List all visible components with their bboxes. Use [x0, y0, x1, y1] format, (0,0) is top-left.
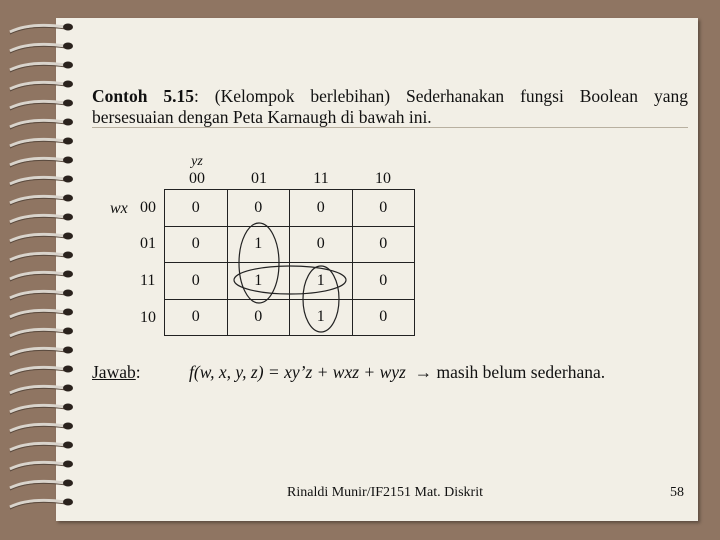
column-variable-label: yz [191, 154, 203, 169]
answer-formula-line [189, 362, 605, 383]
row-header-0: 00 [140, 199, 156, 216]
page-number: 58 [670, 485, 684, 500]
example-description: : (Kelompok berlebihan) Sederhanakan fungsi Boolean yang bersesuaian dengan Peta Karnaugh di bawah ini. [92, 86, 688, 127]
footer-text: Rinaldi Munir/IF2151 Mat. Diskrit [287, 485, 483, 500]
column-header-2: 11 [313, 170, 329, 187]
column-header-3: 10 [375, 170, 391, 187]
answer-colon: : [135, 362, 141, 382]
kmap-cell: 0 [353, 300, 416, 337]
kmap-grid [164, 189, 415, 336]
kmap-cell: 1 [290, 300, 353, 337]
row-header-2: 11 [140, 272, 156, 289]
answer-note: masih belum sederhana. [436, 362, 606, 382]
answer-formula: f(w, x, y, z) = xy’z + wxz + wyz [189, 362, 406, 382]
kmap-cell: 1 [290, 263, 353, 300]
kmap-cell: 0 [290, 227, 353, 264]
kmap-cell: 0 [165, 263, 228, 300]
row-header-1: 01 [140, 235, 156, 252]
row-header-3: 10 [140, 309, 156, 326]
row-variable-label: wx [110, 200, 128, 217]
kmap-cell: 0 [353, 227, 416, 264]
column-header-0: 00 [189, 170, 205, 187]
column-header-1: 01 [251, 170, 267, 187]
arrow-icon: → [414, 362, 433, 382]
answer-label [92, 362, 141, 383]
answer-label-text: Jawab [92, 362, 136, 382]
kmap-cell: 0 [290, 190, 353, 227]
kmap-cell: 0 [353, 190, 416, 227]
kmap-cell: 0 [165, 227, 228, 264]
kmap-cell: 1 [228, 227, 291, 264]
example-number: Contoh 5.15 [92, 86, 194, 106]
kmap-cell: 0 [165, 300, 228, 337]
kmap-cell: 0 [353, 263, 416, 300]
kmap-cell: 1 [228, 263, 291, 300]
kmap-cell: 0 [228, 190, 291, 227]
kmap-cell: 0 [165, 190, 228, 227]
kmap-cell: 0 [228, 300, 291, 337]
